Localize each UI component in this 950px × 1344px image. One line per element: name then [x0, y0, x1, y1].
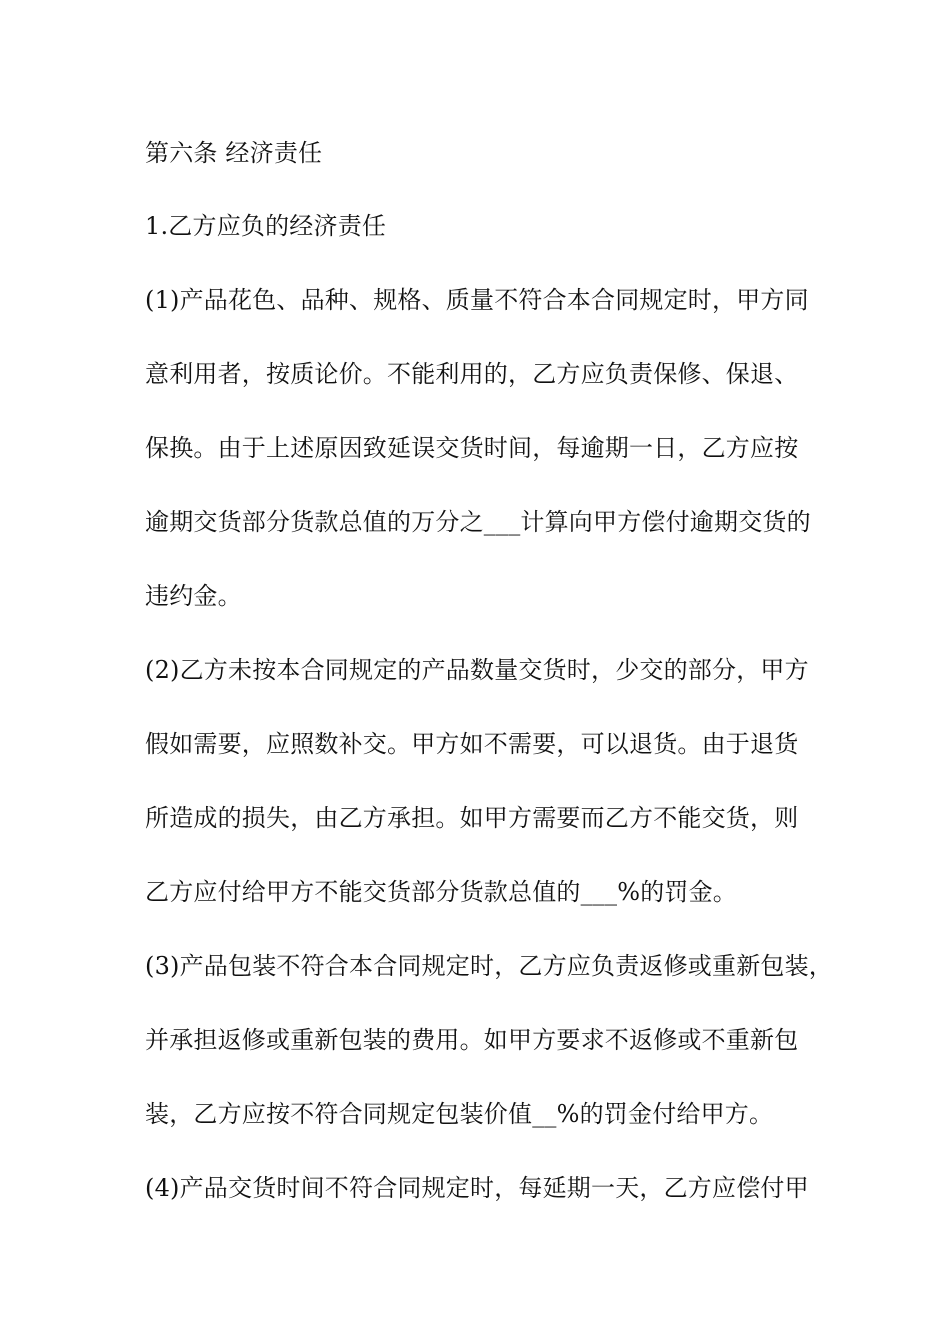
paragraph-line: (2)乙方未按本合同规定的产品数量交货时，少交的部分，甲方 — [145, 656, 809, 684]
paragraph-line: 保换。由于上述原因致延误交货时间，每逾期一日，乙方应按 — [145, 434, 799, 462]
paragraph-line: (3)产品包装不符合本合同规定时，乙方应负责返修或重新包装， — [145, 952, 833, 980]
paragraph-line: 假如需要，应照数补交。甲方如不需要，可以退货。由于退货 — [145, 730, 799, 758]
paragraph-line: 装，乙方应按不符合同规定包装价值__%的罚金付给甲方。 — [145, 1100, 774, 1128]
paragraph-line: 并承担返修或重新包装的费用。如甲方要求不返修或不重新包 — [145, 1026, 799, 1054]
article-heading: 第六条 经济责任 — [145, 139, 323, 167]
paragraph-line: (4)产品交货时间不符合同规定时，每延期一天，乙方应偿付甲 — [145, 1174, 809, 1202]
paragraph-line: 所造成的损失，由乙方承担。如甲方需要而乙方不能交货，则 — [145, 804, 799, 832]
paragraph-line: 逾期交货部分货款总值的万分之___计算向甲方偿付逾期交货的 — [145, 508, 811, 536]
paragraph-line: 违约金。 — [145, 582, 242, 610]
paragraph-line: 意利用者，按质论价。不能利用的，乙方应负责保修、保退、 — [145, 360, 799, 388]
paragraph-line: 乙方应付给甲方不能交货部分货款总值的___%的罚金。 — [145, 878, 738, 906]
paragraph-line: (1)产品花色、品种、规格、质量不符合本合同规定时，甲方同 — [145, 286, 809, 314]
section-heading: 1.乙方应负的经济责任 — [145, 212, 387, 240]
